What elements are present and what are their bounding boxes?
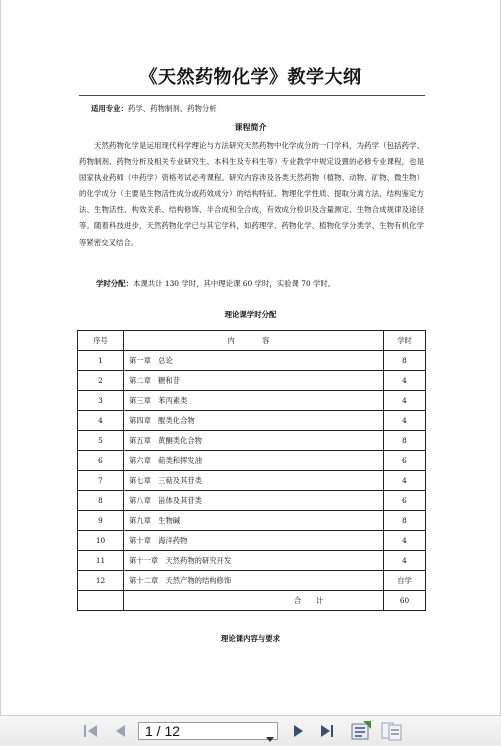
row-no: 5 [78, 431, 124, 451]
row-no: 2 [78, 371, 124, 391]
table-row [78, 471, 426, 491]
row-content: 第十章 海洋药物 [124, 531, 384, 551]
intro-text-line: 结构特征、物理化学性质、提取分离方法、结构鉴定方法、生物活性、构效关系、结构修饰、 [79, 189, 424, 215]
row-hours: 4 [384, 391, 426, 411]
row-content: 第五章 黄酮类化合物 [124, 431, 384, 451]
header-hours: 学时 [384, 331, 426, 351]
intro-heading: 课程简介 [234, 122, 267, 132]
table-row [78, 431, 426, 451]
applicable-major-value: 药学、药物制剂、药物分析 [127, 104, 217, 113]
intro-text-line: 天然药物化学是运用现代科学理论与方法研究天然药物中化学成分的一门学科，为药学 [94, 141, 380, 150]
row-no: 7 [78, 471, 124, 491]
intro-paragraph [79, 138, 424, 251]
table-row [78, 491, 426, 511]
intro-text-line: 设置的必修专业课程，也是国家执业药师（中药学）资格考试必考课程。研究内容涉及各类 [79, 157, 424, 183]
table-row [78, 531, 426, 551]
row-hours: 4 [384, 531, 426, 551]
table-header-row [78, 331, 426, 351]
row-hours: 4 [384, 371, 426, 391]
document-title: 《天然药物化学》教学大纲 [139, 67, 362, 88]
row-hours: 自学 [384, 571, 426, 591]
last-page-button[interactable] [318, 723, 336, 739]
page-indicator: 1 / 12 [145, 723, 181, 739]
row-content: 第一章 总论 [124, 351, 384, 371]
page-number-select[interactable] [138, 722, 278, 740]
table-row [78, 371, 426, 391]
row-content: 第三章 苯丙素类 [124, 391, 384, 411]
table-row [78, 571, 426, 591]
row-hours: 4 [384, 411, 426, 431]
table-row [78, 511, 426, 531]
row-no: 1 [78, 351, 124, 371]
row-content: 第八章 甾体及其苷类 [124, 491, 384, 511]
intro-text-line: （包括药学、药物制剂、药物分析及相关专业研究生、本科生及专科生等）专业教学中规定 [79, 141, 424, 167]
intro-text-line: 天然药物（植物、动物、矿物、微生物）的化学成分（主要是生物活性成分或药效成分）的 [79, 173, 424, 199]
row-hours: 8 [384, 431, 426, 451]
row-no: 12 [78, 571, 124, 591]
row-no: 8 [78, 491, 124, 511]
applicable-major-label: 适用专业： [91, 104, 128, 113]
table-row [78, 411, 426, 431]
first-page-icon [82, 723, 100, 739]
two-page-icon [381, 721, 403, 741]
chevron-down-icon [266, 729, 274, 745]
row-hours: 6 [384, 491, 426, 511]
fit-page-icon [350, 721, 372, 741]
viewer-toolbar [0, 715, 501, 746]
row-hours: 8 [384, 351, 426, 371]
hours-allocation [96, 278, 335, 289]
row-content: 第四章 醌类化合物 [124, 411, 384, 431]
row-content: 第十二章 天然产物的结构修饰 [124, 571, 384, 591]
hours-label: 学时分配： [96, 279, 133, 288]
intro-text-line: 结合。 [115, 237, 139, 247]
header-content: 内 容 [124, 331, 384, 351]
row-hours: 4 [384, 551, 426, 571]
next-page-button[interactable] [289, 723, 307, 739]
row-content: 第十一章 天然药物的研究开发 [124, 551, 384, 571]
first-page-button[interactable] [82, 723, 100, 739]
fit-page-button[interactable] [350, 721, 372, 741]
row-no: 4 [78, 411, 124, 431]
intro-text-line: 半合成和全合成，有效成分检识及含量测定、生物合成规律及途径等。随着科技进步，天然 [79, 205, 424, 231]
next-page-icon [289, 723, 307, 739]
row-hours: 4 [384, 471, 426, 491]
header-no: 序号 [78, 331, 124, 351]
hours-value: 本课共计 130 学时，其中理论课 60 学时，实验课 70 学时。 [132, 279, 336, 288]
two-page-button[interactable] [381, 721, 403, 741]
hours-table [77, 330, 426, 611]
total-empty-cell [78, 591, 124, 611]
row-content: 第六章 萜类和挥发油 [124, 451, 384, 471]
last-page-icon [318, 723, 336, 739]
total-value: 60 [384, 591, 426, 611]
table-row [78, 351, 426, 371]
row-content: 第九章 生物碱 [124, 511, 384, 531]
table-heading: 理论课学时分配 [224, 310, 277, 319]
row-no: 6 [78, 451, 124, 471]
row-content: 第二章 糖和苷 [124, 371, 384, 391]
table-row [78, 551, 426, 571]
total-label: 合 计 [124, 591, 384, 611]
row-hours: 6 [384, 451, 426, 471]
row-no: 9 [78, 511, 124, 531]
intro-text-line: 药物化学已与其它学科，如药理学、药物化学、植物化学分类学、生物有机化学等紧密交叉 [79, 221, 424, 247]
previous-page-button[interactable] [112, 723, 130, 739]
table-row [78, 451, 426, 471]
previous-page-icon [112, 723, 130, 739]
table-total-row [78, 591, 426, 611]
row-no: 11 [78, 551, 124, 571]
row-no: 3 [78, 391, 124, 411]
title-divider [79, 95, 425, 96]
table-row [78, 391, 426, 411]
row-no: 10 [78, 531, 124, 551]
row-hours: 8 [384, 511, 426, 531]
applicable-major [91, 103, 217, 114]
row-content: 第七章 三萜及其苷类 [124, 471, 384, 491]
content-requirements-heading: 理论课内容与要求 [220, 634, 281, 643]
